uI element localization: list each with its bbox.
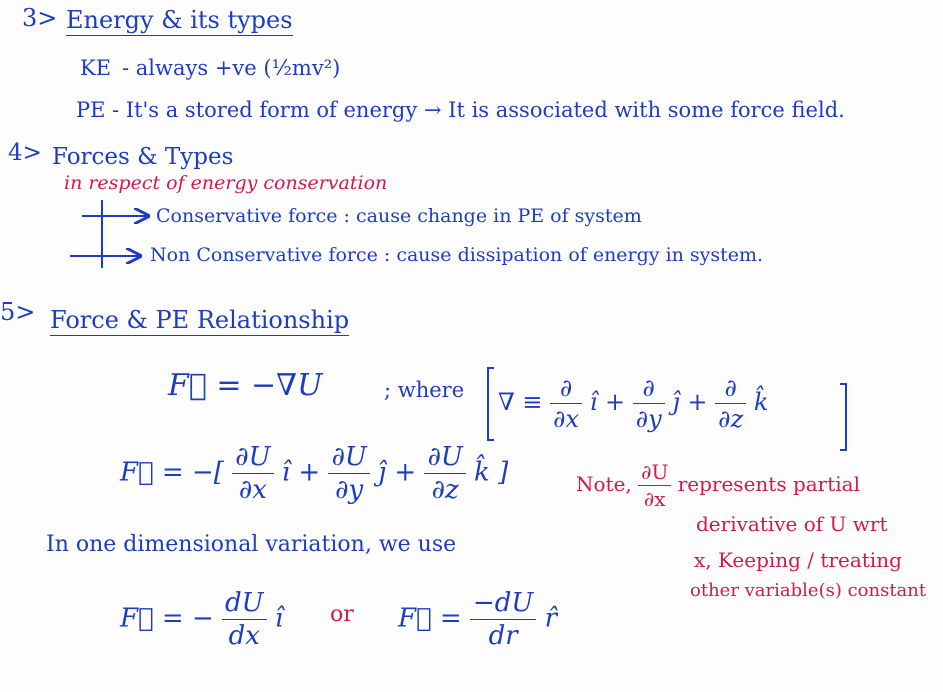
partial-z-fraction: $\frac{\partial}{\partial z}$ [715, 376, 746, 431]
nabla-definition: ∇ ≡ $\frac{\partial}{\partial x}$ î + $\frac{\partial}{\partial y}$ ĵ + $\frac{\partial}{\partial z}$ k̂ [498, 374, 769, 433]
eq3-unit: î [274, 603, 284, 634]
eq4-lhs: F⃗ = [398, 603, 462, 634]
section5-number: 5> [0, 298, 36, 326]
section4-number: 4> [8, 140, 42, 166]
left-bracket [488, 368, 494, 440]
conservative-force-item: Conservative force : cause change in PE of system [156, 205, 642, 227]
du-dy-fraction: $\frac{\partial U}{\partial y}$ [328, 444, 369, 503]
note-line1: represents partial [677, 472, 860, 496]
equation-1d-r [398, 590, 557, 649]
section5-title: Force & PE Relationship [50, 306, 350, 334]
nabla-equiv: ∇ ≡ [498, 388, 543, 416]
where-label: ; where [384, 378, 465, 402]
pe-text: - It's a stored form of energy → It is associated with some force field. [112, 98, 845, 122]
note-line2: derivative of U wrt [696, 512, 888, 536]
partial-x-fraction: $\frac{\partial}{\partial x}$ [550, 376, 582, 431]
du-dr-fraction: $\frac{-dU}{dr}$ [470, 590, 536, 649]
eq3-lhs: F⃗ = − [120, 603, 214, 634]
section4-title: Forces & Types [52, 144, 234, 170]
equation-1d-x [120, 590, 283, 649]
non-conservative-force-item: Non Conservative force : cause dissipation of energy in system. [150, 244, 764, 266]
pe-label: PE [76, 98, 106, 122]
section4-subtitle: in respect of energy conservation [64, 172, 388, 194]
right-bracket [840, 384, 846, 450]
note-block [576, 462, 860, 509]
du-dz-fraction: $\frac{\partial U}{\partial z}$ [424, 444, 465, 503]
equation-partial-expansion: F⃗ = −[ $\frac{\partial U}{\partial x}$ î + $\frac{\partial U}{\partial y}$ ĵ + $\frac{\partial U}{\partial z}$ k̂ ] [120, 442, 509, 505]
note-line4: other variable(s) constant [690, 580, 927, 601]
eq2-lhs: F⃗ = − [120, 457, 214, 488]
equation-gradient: F⃗ = −∇U [168, 368, 323, 403]
ke-text: - always +ve (½mv²) [122, 56, 341, 80]
note-fraction: $\frac{\partial U}{\partial x}$ [638, 462, 671, 509]
eq4-unit: r̂ [544, 603, 558, 634]
one-dimensional-text: In one dimensional variation, we use [46, 532, 457, 557]
du-dx-total-fraction: $\frac{dU}{dx}$ [222, 590, 267, 649]
du-dx-fraction: $\frac{\partial U}{\partial x}$ [232, 444, 273, 503]
note-label: Note, [576, 472, 632, 496]
section3-title: Energy & its types [66, 6, 293, 34]
note-line3: x, Keeping / treating [694, 548, 902, 572]
partial-y-fraction: $\frac{\partial}{\partial y}$ [633, 376, 665, 431]
section3-number: 3> [22, 4, 58, 32]
or-label: or [330, 602, 354, 627]
ke-label: KE [80, 56, 112, 80]
